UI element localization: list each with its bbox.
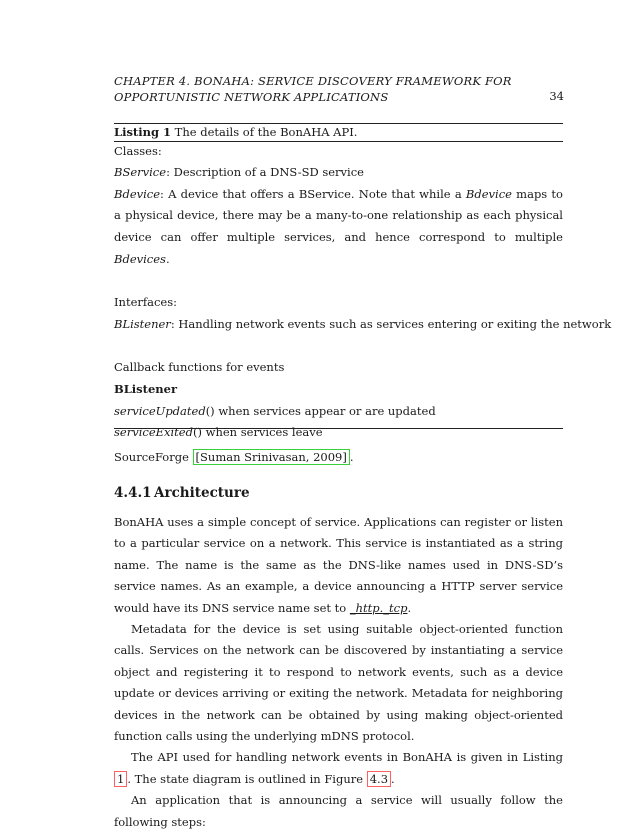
blistener-name: BListener (114, 316, 171, 331)
listing-caption-text: The details of the BonAHA API. (171, 125, 358, 139)
figure-ref-link[interactable]: 4.3 (367, 771, 391, 787)
listing-caption (114, 124, 563, 140)
service-updated-desc: () when services appear or are updated (205, 403, 436, 418)
header-line-1: CHAPTER 4. BONAHA: SERVICE DISCOVERY FRAMEWORK FOR (114, 74, 512, 88)
page-number: 34 (549, 89, 564, 103)
bservice-desc: : Description of a DNS-SD service (166, 165, 364, 179)
service-updated-fn: serviceUpdated (114, 403, 206, 418)
listing-blistener (114, 314, 612, 336)
listing-spacer (114, 271, 563, 293)
bservice-name: BService (114, 165, 167, 179)
listing-blistener-bold: BListener (114, 382, 178, 396)
p1-text-b: . (407, 600, 412, 615)
bdevice-desc-c: . (165, 251, 170, 266)
citation-prefix: SourceForge (114, 450, 193, 464)
p1-code: _http._tcp (349, 600, 408, 615)
bdevice-desc-b: maps to a physical device, there may be a many-to-one relationship as each physical device can offer multiple services, and hence correspond to multiple (114, 186, 563, 245)
listing-spacer-2 (114, 336, 563, 358)
bdevices-name: Bdevices (114, 251, 166, 266)
listing-caption-rule (114, 141, 563, 142)
listing-classes-heading: Classes: (114, 144, 162, 158)
p1-text-a: BonAHA uses a simple concept of service. Applications can register or listen to a particular service on a network. This service is instantiated as a string name. The name is the same as the DNS-like names used in DNS-SD’s service names. As an example, a device announcing a HTTP server service would have its DNS service name set to (114, 515, 563, 615)
body-text (114, 512, 563, 833)
listing-ref-link[interactable]: 1 (114, 771, 127, 787)
listing-service-exited (114, 422, 563, 444)
p3-text-c: . (391, 771, 395, 786)
p3-text-a: The API used for handling network events in BonAHA is given in Listing (131, 750, 563, 765)
service-exited-desc: () when services leave (192, 425, 323, 440)
paragraph-3 (114, 747, 563, 790)
citation-suffix: . (349, 450, 354, 464)
citation-link[interactable]: [Suman Srinivasan, 2009] (193, 449, 350, 465)
paragraph-1 (114, 512, 563, 619)
listing-interfaces-heading: Interfaces: (114, 295, 178, 310)
paragraph-4: An application that is announcing a service will usually follow the following steps: (114, 793, 563, 829)
section-heading (114, 483, 563, 503)
p3-text-b: . The state diagram is outlined in Figure (127, 771, 367, 786)
running-header (114, 73, 564, 105)
listing-caption-label: Listing 1 (114, 125, 172, 139)
listing-bdevice (114, 184, 563, 271)
section-title: Architecture (154, 485, 250, 501)
listing-box (114, 122, 612, 444)
bdevice-desc-a: : A device that offers a BService. Note that while a (160, 186, 466, 201)
header-line-2: OPPORTUNISTIC NETWORK APPLICATIONS (114, 90, 389, 104)
service-exited-fn: serviceExited (114, 425, 193, 440)
listing-bottom-rule (114, 428, 563, 429)
bdevice-name-2: Bdevice (465, 186, 512, 201)
listing-service-updated (114, 401, 563, 423)
paragraph-2: Metadata for the device is set using suitable object-oriented function calls. Services on the network can be discovered by instantiating a service object and registering it to respond to network events, such as a device update or devices arriving or exiting the network. Metadata for neighboring devices in the network can be obtained by using making object-oriented function calls using the underlying mDNS protocol. (114, 622, 563, 744)
blistener-desc: : Handling network events such as services entering or exiting the network (170, 316, 612, 331)
listing-bservice (114, 162, 563, 184)
listing-callbacks-heading: Callback functions for events (114, 360, 285, 375)
citation-line (114, 447, 563, 469)
section-number: 4.4.1 (114, 485, 152, 501)
bdevice-name: Bdevice (114, 186, 161, 201)
